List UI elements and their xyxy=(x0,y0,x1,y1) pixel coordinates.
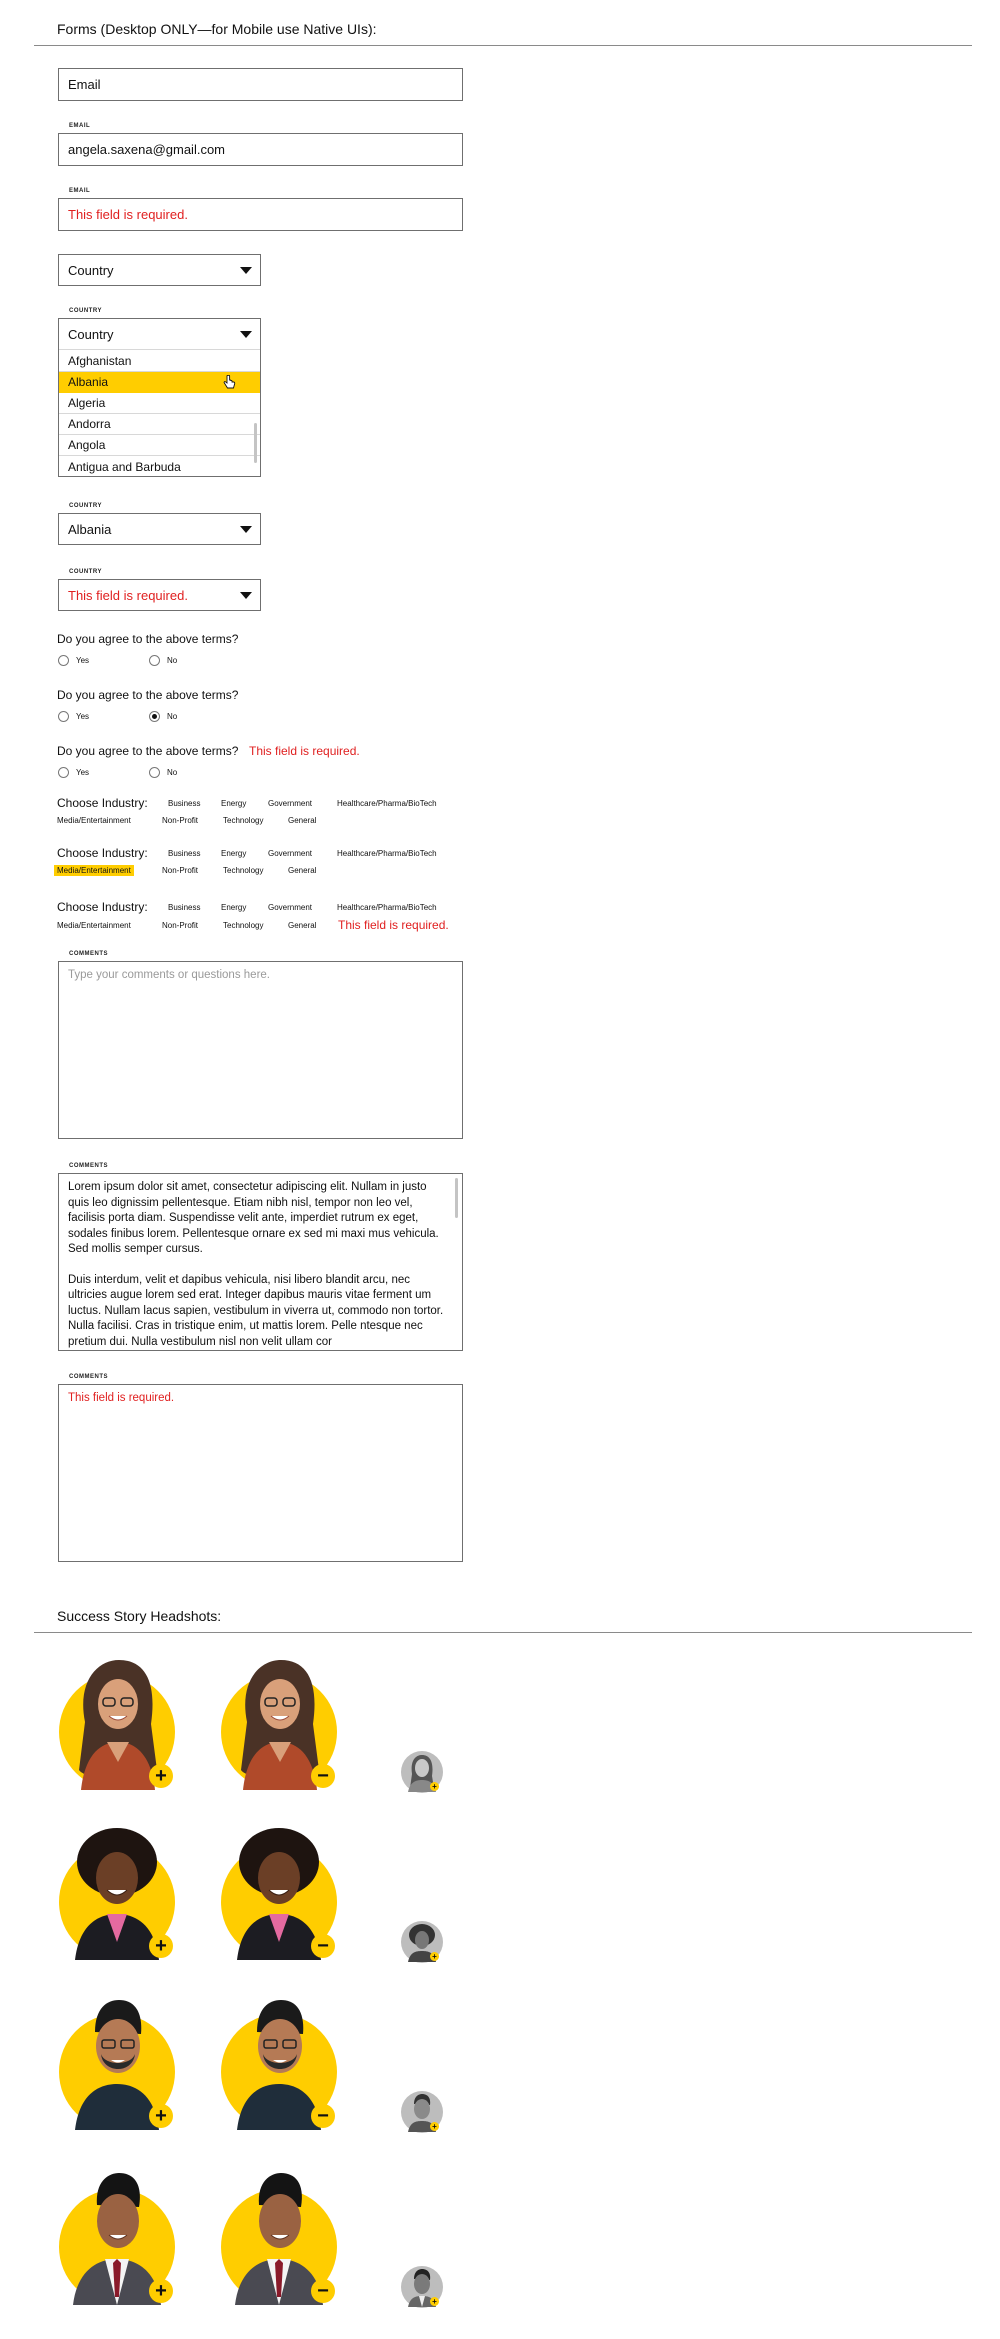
chevron-down-icon xyxy=(240,526,252,533)
radio-no-checked[interactable] xyxy=(149,711,160,722)
comments-textarea-filled[interactable] xyxy=(58,1173,463,1351)
headshot-large[interactable] xyxy=(219,1822,339,1962)
radio-yes-label: Yes xyxy=(76,656,90,665)
country-select[interactable] xyxy=(58,254,261,286)
add-icon[interactable]: + xyxy=(430,1782,439,1791)
industry-option[interactable]: Government xyxy=(268,903,313,912)
country-option-label: Algeria xyxy=(68,396,106,410)
error-message: This field is required. xyxy=(338,918,449,932)
radio-no-label: No xyxy=(167,768,178,777)
country-option[interactable] xyxy=(59,351,260,372)
country-option[interactable] xyxy=(59,393,260,414)
comments-paragraph: Lorem ipsum dolor sit amet, consectetur adipiscing elit. Nullam in justo quis leo dignissim pellentesque. Etiam nibh nisl, tempor non leo vel, facilisis porta diam. Suspendisse velit ante, imperdiet rutrum ex eget, sodales finibus lorem. Pellentesque ornare ex sed mi maxi mus vehicula. Sed mollis semper cursus. xyxy=(68,1181,439,1255)
headshot-large[interactable] xyxy=(57,1822,177,1962)
industry-option[interactable]: Media/Entertainment xyxy=(57,921,131,930)
comments-textarea[interactable] xyxy=(58,961,463,1139)
comments-paragraph: Duis interdum, velit et dapibus vehicula, nisi libero blandit arcu, nec ultricies augue lorem sed erat. Integer dapibus mauris vitae ferment um luctus. Nullam lacus sapien, vestibulum in viverra ut, commodo non tortor. Nulla facilisi. Cras in tristique enim, ut mattis lorem. Pelle ntesque nec pretium dui. Nulla vestibulum nisl non velit ullam cor xyxy=(68,1273,444,1348)
terms-question: Do you agree to the above terms? xyxy=(57,632,239,646)
remove-icon[interactable]: − xyxy=(311,1934,335,1958)
chevron-down-icon xyxy=(240,592,252,599)
industry-option[interactable]: Healthcare/Pharma/BioTech xyxy=(337,849,437,858)
forms-section-divider xyxy=(34,45,972,46)
country-option-label: Antigua and Barbuda xyxy=(68,459,181,474)
industry-option[interactable]: Non-Profit xyxy=(162,921,199,930)
industry-option[interactable]: Energy xyxy=(221,799,247,808)
country-option-label: Angola xyxy=(68,438,106,452)
error-message: This field is required. xyxy=(68,1392,175,1404)
textarea-scrollbar[interactable] xyxy=(455,1178,458,1218)
country-placeholder: Country xyxy=(68,326,114,342)
headshot-large[interactable] xyxy=(57,1992,177,2132)
comments-label: COMMENTS xyxy=(69,1374,108,1380)
industry-option[interactable]: Technology xyxy=(223,816,264,825)
industry-title: Choose Industry: xyxy=(57,846,148,860)
country-option-label: Afghanistan xyxy=(68,354,132,368)
comments-textarea-error[interactable] xyxy=(58,1384,463,1562)
industry-option[interactable]: Non-Profit xyxy=(162,866,199,875)
terms-question: Do you agree to the above terms? xyxy=(57,688,239,702)
comments-label: COMMENTS xyxy=(69,951,108,957)
add-icon[interactable]: + xyxy=(149,1934,173,1958)
comments-label: COMMENTS xyxy=(69,1163,108,1169)
country-dropdown-open[interactable] xyxy=(58,318,261,477)
industry-option[interactable]: General xyxy=(288,816,317,825)
industry-option[interactable]: Technology xyxy=(223,921,264,930)
email-placeholder: Email xyxy=(68,77,101,92)
industry-title: Choose Industry: xyxy=(57,796,148,810)
industry-option[interactable]: Business xyxy=(168,849,201,858)
error-message: This field is required. xyxy=(68,207,188,222)
country-selected-value: Albania xyxy=(68,521,112,537)
radio-yes-label: Yes xyxy=(76,712,90,721)
country-option[interactable] xyxy=(59,414,260,435)
headshots-section-title: Success Story Headshots: xyxy=(57,1608,222,1624)
add-icon[interactable]: + xyxy=(430,2122,439,2131)
email-input[interactable] xyxy=(58,68,463,101)
remove-icon[interactable]: − xyxy=(311,2104,335,2128)
industry-option[interactable]: Energy xyxy=(221,903,247,912)
headshot-small[interactable] xyxy=(400,1920,444,1964)
terms-question: Do you agree to the above terms? xyxy=(57,744,239,758)
country-option-label: Albania xyxy=(68,375,109,389)
country-select-filled[interactable] xyxy=(58,513,261,545)
radio-no[interactable] xyxy=(149,655,160,666)
radio-no-label: No xyxy=(167,712,178,721)
email-value: angela.saxena@gmail.com xyxy=(68,142,226,157)
industry-option[interactable]: General xyxy=(288,866,317,875)
industry-option[interactable]: Business xyxy=(168,799,201,808)
headshot-large[interactable] xyxy=(219,2167,339,2307)
remove-icon[interactable]: − xyxy=(311,1764,335,1788)
country-select-error[interactable] xyxy=(58,579,261,611)
industry-option-selected[interactable]: Media/Entertainment xyxy=(54,865,134,876)
chevron-down-icon xyxy=(240,267,252,274)
email-label: EMAIL xyxy=(69,123,91,129)
radio-no-label: No xyxy=(167,656,178,665)
country-placeholder: Country xyxy=(68,262,114,278)
add-icon[interactable]: + xyxy=(149,2104,173,2128)
add-icon[interactable]: + xyxy=(430,1952,439,1961)
country-label: COUNTRY xyxy=(69,503,102,509)
headshot-large[interactable] xyxy=(219,1652,339,1792)
headshot-large[interactable] xyxy=(57,1652,177,1792)
industry-option[interactable]: General xyxy=(288,921,317,930)
headshot-small[interactable] xyxy=(400,1750,444,1794)
country-dropdown-header[interactable] xyxy=(59,319,260,350)
hand-pointer-icon xyxy=(223,375,236,390)
country-option-label: Andorra xyxy=(68,417,111,431)
headshot-large[interactable] xyxy=(219,1992,339,2132)
country-label: COUNTRY xyxy=(69,308,102,314)
remove-icon[interactable]: − xyxy=(311,2279,335,2303)
add-icon[interactable]: + xyxy=(149,1764,173,1788)
industry-option[interactable]: Government xyxy=(268,849,313,858)
country-label: COUNTRY xyxy=(69,569,102,575)
email-input-filled[interactable] xyxy=(58,133,463,166)
chevron-down-icon xyxy=(240,331,252,338)
industry-option[interactable]: Technology xyxy=(223,866,264,875)
country-option[interactable] xyxy=(59,456,260,477)
radio-yes[interactable] xyxy=(58,711,69,722)
industry-option[interactable]: Healthcare/Pharma/BioTech xyxy=(337,799,437,808)
headshot-small[interactable] xyxy=(400,2265,444,2309)
industry-option[interactable]: Media/Entertainment xyxy=(57,816,131,825)
add-icon[interactable]: + xyxy=(149,2279,173,2303)
email-label-error: EMAIL xyxy=(69,188,91,194)
headshots-section-divider xyxy=(34,1632,972,1633)
industry-option[interactable]: Business xyxy=(168,903,201,912)
headshot-small[interactable] xyxy=(400,2090,444,2134)
error-message: This field is required. xyxy=(68,587,188,603)
industry-option[interactable]: Government xyxy=(268,799,313,808)
add-icon[interactable]: + xyxy=(430,2297,439,2306)
headshot-large[interactable] xyxy=(57,2167,177,2307)
industry-option[interactable]: Energy xyxy=(221,849,247,858)
error-message: This field is required. xyxy=(249,744,360,758)
radio-no[interactable] xyxy=(149,767,160,778)
industry-option[interactable]: Healthcare/Pharma/BioTech xyxy=(337,903,437,912)
forms-section-title: Forms (Desktop ONLY—for Mobile use Native UIs): xyxy=(57,21,377,37)
radio-yes[interactable] xyxy=(58,767,69,778)
country-option[interactable] xyxy=(59,435,260,456)
industry-option[interactable]: Non-Profit xyxy=(162,816,199,825)
radio-yes-label: Yes xyxy=(76,768,90,777)
email-input-error[interactable] xyxy=(58,198,463,231)
industry-title: Choose Industry: xyxy=(57,900,148,914)
radio-yes[interactable] xyxy=(58,655,69,666)
comments-placeholder: Type your comments or questions here. xyxy=(68,969,270,981)
dropdown-scrollbar[interactable] xyxy=(254,423,257,463)
country-option-active[interactable] xyxy=(59,372,260,393)
